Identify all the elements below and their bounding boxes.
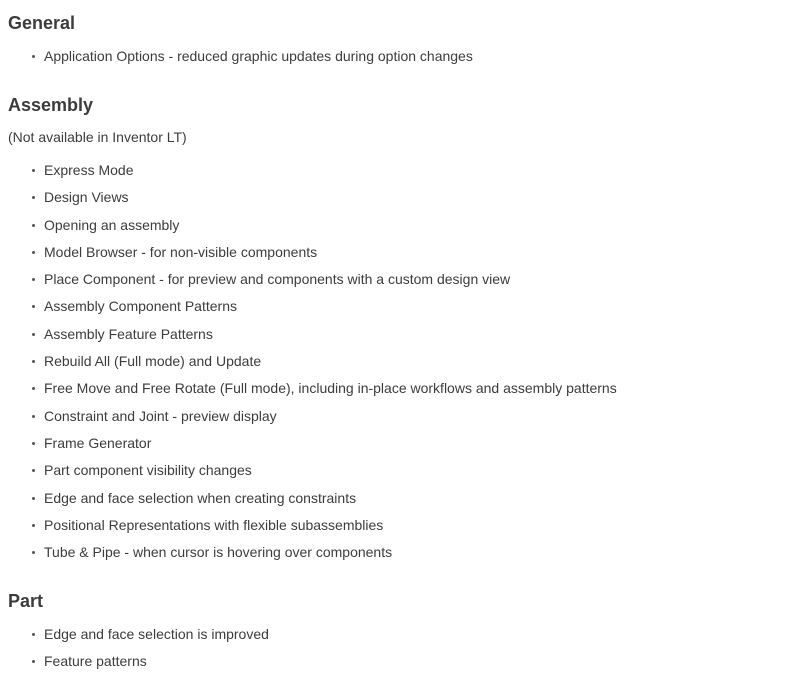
section-assembly: [8, 94, 812, 561]
list-item: Opening an assembly: [32, 216, 812, 234]
availability-note: (Not available in Inventor LT): [8, 129, 187, 145]
document-page: [0, 12, 812, 686]
section-heading-general: General: [8, 13, 76, 33]
list-item: Constraint and Joint - preview display: [32, 407, 812, 425]
section-general: [8, 12, 812, 65]
list-item: Assembly Component Patterns: [32, 297, 812, 315]
section-part: [8, 590, 812, 670]
bullet-list-part: [8, 625, 812, 670]
list-item: Edge and face selection is improved: [32, 625, 812, 643]
bullet-list-general: [8, 47, 812, 65]
list-item: Rebuild All (Full mode) and Update: [32, 352, 812, 370]
list-item: Edge and face selection when creating constraints: [32, 489, 812, 507]
section-heading-assembly: Assembly: [8, 95, 94, 115]
list-item: Part component visibility changes: [32, 461, 812, 479]
list-item: Place Component - for preview and components with a custom design view: [32, 270, 812, 288]
bullet-list-assembly: [8, 161, 812, 561]
list-item: Positional Representations with flexible subassemblies: [32, 516, 812, 534]
list-item: Express Mode: [32, 161, 812, 179]
list-item: Application Options - reduced graphic updates during option changes: [32, 47, 812, 65]
list-item: Model Browser - for non-visible components: [32, 243, 812, 261]
list-item: Assembly Feature Patterns: [32, 325, 812, 343]
list-item: Design Views: [32, 188, 812, 206]
list-item: Frame Generator: [32, 434, 812, 452]
section-heading-part: Part: [8, 591, 44, 612]
list-item: Tube & Pipe - when cursor is hovering over components: [32, 543, 812, 561]
list-item: Feature patterns: [32, 652, 812, 670]
list-item: Free Move and Free Rotate (Full mode), including in-place workflows and assembly patterns: [32, 379, 812, 397]
